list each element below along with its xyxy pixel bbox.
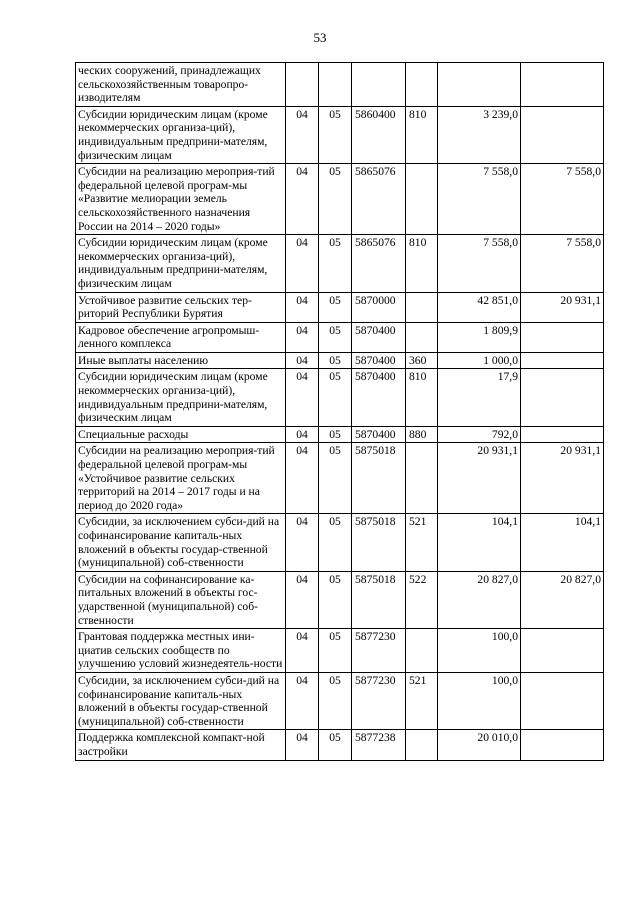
row-subsection-cell: 05: [319, 672, 352, 729]
row-name-cell: Специальные расходы: [76, 426, 286, 443]
table-row: [76, 514, 604, 571]
row-amount-cell: 1 000,0: [438, 352, 521, 369]
row-name-cell: Грантовая поддержка местных ини-циатив сельских сообществ по улучшению условий жизнедеятель-ности: [76, 629, 286, 673]
row-section-cell: 04: [286, 426, 319, 443]
row-target-article-cell: 5875018: [352, 571, 406, 628]
row-amount-cell: 17,9: [438, 369, 521, 426]
row-subsection-cell: 05: [319, 292, 352, 322]
row-name-cell: Субсидии юридическим лицам (кроме некоммерческих организа-ций), индивидуальным предприни-мателям, физическим лицам: [76, 369, 286, 426]
row-expense-type-cell: 880: [406, 426, 438, 443]
row-expense-type-cell: [406, 443, 438, 514]
row-amount-cell: 7 558,0: [438, 164, 521, 235]
row-amount-cell: 1 809,9: [438, 322, 521, 352]
row-section-cell: 04: [286, 443, 319, 514]
row-federal-amount-cell: 20 827,0: [521, 571, 604, 628]
row-amount-cell: 3 239,0: [438, 106, 521, 163]
row-expense-type-cell: [406, 292, 438, 322]
row-section-cell: 04: [286, 672, 319, 729]
row-section-cell: 04: [286, 235, 319, 292]
row-subsection-cell: 05: [319, 322, 352, 352]
row-section-cell: 04: [286, 514, 319, 571]
row-expense-type-cell: [406, 322, 438, 352]
row-subsection-cell: 05: [319, 571, 352, 628]
row-target-article-cell: 5877230: [352, 629, 406, 673]
row-federal-amount-cell: [521, 352, 604, 369]
row-section-cell: 04: [286, 369, 319, 426]
row-section-cell: 04: [286, 322, 319, 352]
row-expense-type-cell: [406, 164, 438, 235]
table-row: [76, 292, 604, 322]
row-subsection-cell: 05: [319, 235, 352, 292]
row-target-article-cell: 5877238: [352, 730, 406, 760]
row-expense-type-cell: 522: [406, 571, 438, 628]
row-name-cell: Кадровое обеспечение агропромыш-ленного комплекса: [76, 322, 286, 352]
row-expense-type-cell: 360: [406, 352, 438, 369]
row-amount-cell: 792,0: [438, 426, 521, 443]
row-target-article-cell: 5865076: [352, 164, 406, 235]
row-name-cell: Субсидии на реализацию мероприя-тий федеральной целевой програм-мы «Развитие мелиорации земель сельскохозяйственного назначения России на 2014 – 2020 годы»: [76, 164, 286, 235]
row-federal-amount-cell: 7 558,0: [521, 164, 604, 235]
row-name-cell: Субсидии юридическим лицам (кроме некоммерческих организа-ций), индивидуальным предприни-мателям, физическим лицам: [76, 235, 286, 292]
table-row: [76, 63, 604, 107]
row-expense-type-cell: [406, 63, 438, 107]
row-expense-type-cell: 810: [406, 369, 438, 426]
row-target-article-cell: 5870400: [352, 322, 406, 352]
table-row: [76, 352, 604, 369]
row-name-cell: Поддержка комплексной компакт-ной застройки: [76, 730, 286, 760]
row-subsection-cell: [319, 63, 352, 107]
row-section-cell: 04: [286, 629, 319, 673]
row-target-article-cell: [352, 63, 406, 107]
row-target-article-cell: 5877230: [352, 672, 406, 729]
row-amount-cell: 20 010,0: [438, 730, 521, 760]
row-federal-amount-cell: 104,1: [521, 514, 604, 571]
row-expense-type-cell: 521: [406, 672, 438, 729]
row-amount-cell: 7 558,0: [438, 235, 521, 292]
row-federal-amount-cell: [521, 672, 604, 729]
row-name-cell: Устойчивое развитие сельских тер-риторий Республики Бурятия: [76, 292, 286, 322]
row-target-article-cell: 5870000: [352, 292, 406, 322]
table-row: [76, 322, 604, 352]
table-row: [76, 443, 604, 514]
row-amount-cell: 42 851,0: [438, 292, 521, 322]
table-row: [76, 106, 604, 163]
row-name-cell: Субсидии, за исключением субси-дий на софинансирование капиталь-ных вложений в объекты государ-ственной (муниципальной) соб-ственности: [76, 514, 286, 571]
row-expense-type-cell: [406, 730, 438, 760]
row-section-cell: 04: [286, 730, 319, 760]
row-target-article-cell: 5870400: [352, 352, 406, 369]
table-row: [76, 235, 604, 292]
row-expense-type-cell: 810: [406, 235, 438, 292]
row-name-cell: ческих сооружений, принадлежащих сельскохозяйственным товаропро-изводителям: [76, 63, 286, 107]
row-amount-cell: 100,0: [438, 629, 521, 673]
table-row: [76, 571, 604, 628]
budget-table-body: [76, 63, 604, 761]
table-row: [76, 369, 604, 426]
row-federal-amount-cell: [521, 426, 604, 443]
table-row: [76, 730, 604, 760]
row-subsection-cell: 05: [319, 352, 352, 369]
row-expense-type-cell: 810: [406, 106, 438, 163]
row-federal-amount-cell: [521, 322, 604, 352]
row-subsection-cell: 05: [319, 426, 352, 443]
row-federal-amount-cell: [521, 629, 604, 673]
row-target-article-cell: 5860400: [352, 106, 406, 163]
row-section-cell: 04: [286, 106, 319, 163]
row-target-article-cell: 5870400: [352, 369, 406, 426]
row-name-cell: Субсидии на реализацию мероприя-тий федеральной целевой програм-мы «Устойчивое развитие сельских территорий на 2014 – 2017 годы и на период до 2020 года»: [76, 443, 286, 514]
row-target-article-cell: 5875018: [352, 514, 406, 571]
row-subsection-cell: 05: [319, 730, 352, 760]
row-amount-cell: 100,0: [438, 672, 521, 729]
row-section-cell: 04: [286, 352, 319, 369]
table-row: [76, 164, 604, 235]
row-federal-amount-cell: 20 931,1: [521, 443, 604, 514]
row-subsection-cell: 05: [319, 514, 352, 571]
row-amount-cell: 104,1: [438, 514, 521, 571]
row-name-cell: Субсидии на софинансирование ка-питальных вложений в объекты гос-ударственной (муниципальной) соб-ственности: [76, 571, 286, 628]
row-federal-amount-cell: [521, 106, 604, 163]
row-federal-amount-cell: [521, 730, 604, 760]
row-target-article-cell: 5865076: [352, 235, 406, 292]
row-expense-type-cell: 521: [406, 514, 438, 571]
row-federal-amount-cell: [521, 63, 604, 107]
page-number: 53: [313, 30, 327, 45]
row-federal-amount-cell: 7 558,0: [521, 235, 604, 292]
row-name-cell: Субсидии юридическим лицам (кроме некоммерческих организа-ций), индивидуальным предприни-мателям, физическим лицам: [76, 106, 286, 163]
row-subsection-cell: 05: [319, 164, 352, 235]
table-row: [76, 672, 604, 729]
row-section-cell: [286, 63, 319, 107]
row-subsection-cell: 05: [319, 629, 352, 673]
table-row: [76, 426, 604, 443]
row-amount-cell: 20 931,1: [438, 443, 521, 514]
row-name-cell: Иные выплаты населению: [76, 352, 286, 369]
row-section-cell: 04: [286, 164, 319, 235]
row-federal-amount-cell: 20 931,1: [521, 292, 604, 322]
row-subsection-cell: 05: [319, 106, 352, 163]
row-target-article-cell: 5875018: [352, 443, 406, 514]
row-target-article-cell: 5870400: [352, 426, 406, 443]
row-section-cell: 04: [286, 292, 319, 322]
row-subsection-cell: 05: [319, 443, 352, 514]
row-amount-cell: 20 827,0: [438, 571, 521, 628]
table-row: [76, 629, 604, 673]
row-expense-type-cell: [406, 629, 438, 673]
row-section-cell: 04: [286, 571, 319, 628]
row-amount-cell: [438, 63, 521, 107]
budget-table: [75, 62, 604, 761]
row-subsection-cell: 05: [319, 369, 352, 426]
row-federal-amount-cell: [521, 369, 604, 426]
row-name-cell: Субсидии, за исключением субси-дий на софинансирование капиталь-ных вложений в объекты государ-ственной (муниципальной) соб-ственности: [76, 672, 286, 729]
